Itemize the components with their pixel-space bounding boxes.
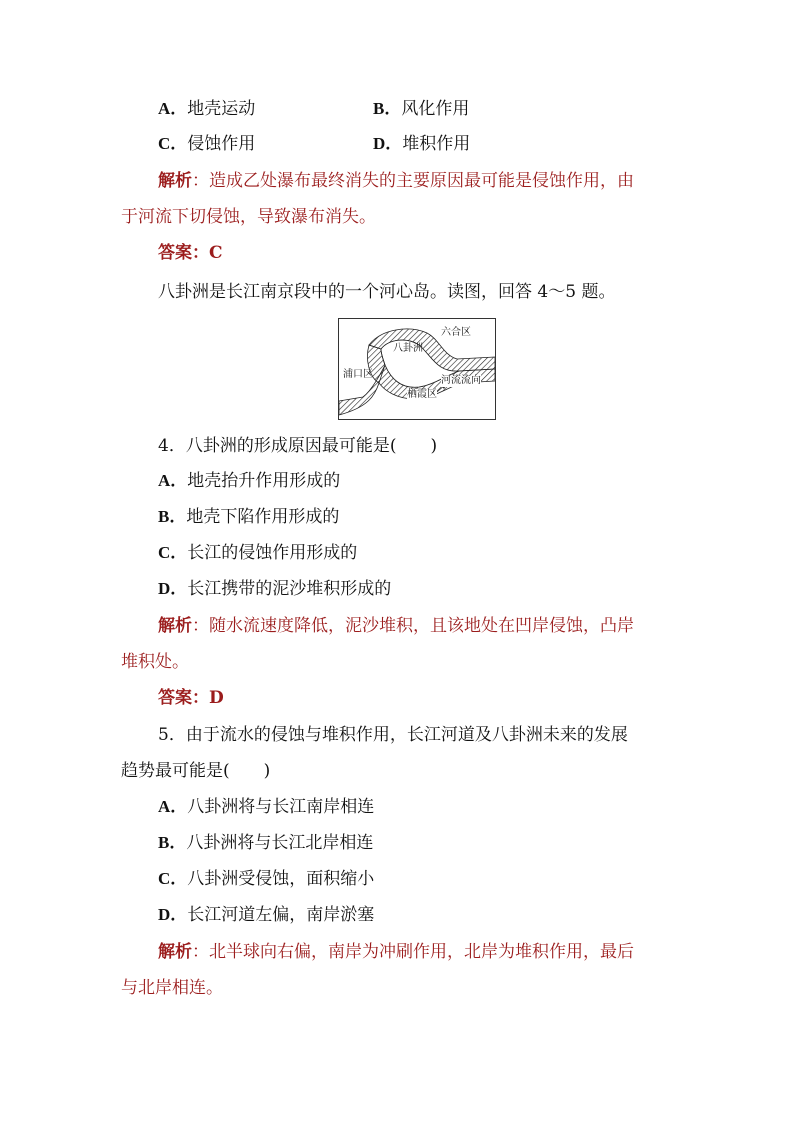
answer-label: 答案: [158, 243, 192, 263]
option-letter: A．: [158, 797, 188, 816]
baguazhou-map: [338, 318, 496, 420]
option-letter: C．: [158, 134, 188, 153]
option-text: 地壳下陷作用形成的: [186, 507, 340, 527]
map-label-flow: 河流流向: [441, 375, 481, 386]
q5-stem-line1: 5．由于流水的侵蚀与堆积作用，长江河道及八卦洲未来的发展: [158, 725, 628, 745]
q5-option-d: [158, 904, 374, 926]
q3-option-b: [373, 98, 469, 120]
intro-text: 八卦洲是长江南京段中的一个河心岛。读图，回答 4～5 题。: [158, 282, 616, 302]
option-text: 侵蚀作用: [187, 134, 256, 154]
analysis-text: 堆积处。: [121, 652, 189, 672]
map-label-pukou: 浦口区: [343, 369, 373, 380]
q5-analysis-line2: [121, 977, 223, 999]
option-text: 长江河道左偏，南岸淤塞: [187, 905, 375, 925]
q4-analysis-line1: [158, 615, 634, 637]
analysis-text: ：随水流速度降低，泥沙堆积，且该地处在凹岸侵蚀，凸岸: [192, 616, 634, 636]
option-letter: B．: [373, 99, 402, 118]
option-text: 八卦洲将与长江北岸相连: [186, 833, 374, 853]
option-letter: B．: [158, 833, 187, 852]
q3-option-c: [158, 133, 255, 155]
q5-option-a: [158, 796, 374, 818]
q4-option-c: [158, 542, 357, 564]
q3-option-a: [158, 98, 255, 120]
q5-stem-line2: 趋势最可能是( ): [121, 761, 271, 781]
option-text: 长江携带的泥沙堆积形成的: [187, 579, 392, 599]
option-letter: D．: [158, 579, 188, 598]
analysis-text: ：北半球向右偏，南岸为冲刷作用，北岸为堆积作用，最后: [192, 942, 634, 962]
map-label-qixia: 栖霞区: [407, 389, 437, 400]
analysis-label: 解析: [158, 616, 192, 636]
option-letter: D．: [373, 134, 403, 153]
q4-answer: [158, 687, 224, 709]
analysis-text: 与北岸相连。: [121, 978, 223, 998]
q5-option-b: [158, 832, 373, 854]
option-letter: C．: [158, 543, 188, 562]
q4-stem: 4．八卦洲的形成原因最可能是( ): [158, 436, 438, 456]
q3-answer: [158, 242, 223, 264]
map-label-liuhe: 六合区: [441, 327, 471, 338]
option-text: 地壳抬升作用形成的: [187, 471, 341, 491]
q3-analysis-line2: [121, 206, 376, 228]
option-text: 长江的侵蚀作用形成的: [187, 543, 358, 563]
analysis-label: 解析: [158, 942, 192, 962]
map-label-baguazhou: 八卦洲: [393, 343, 423, 354]
analysis-label: 解析: [158, 171, 192, 191]
q4-analysis-line2: [121, 651, 189, 673]
q3-analysis-line1: [158, 170, 634, 192]
answer-value: ：C: [192, 243, 223, 263]
option-letter: D．: [158, 905, 188, 924]
option-letter: A．: [158, 471, 188, 490]
q4-option-d: [158, 578, 391, 600]
option-text: 风化作用: [401, 99, 470, 119]
q5-analysis-line1: [158, 941, 634, 963]
answer-value: ：D: [192, 688, 224, 708]
option-letter: C．: [158, 869, 188, 888]
option-text: 八卦洲将与长江南岸相连: [187, 797, 375, 817]
option-letter: A．: [158, 99, 188, 118]
analysis-text: ：造成乙处瀑布最终消失的主要原因最可能是侵蚀作用，由: [192, 171, 634, 191]
q3-option-d: [373, 133, 470, 155]
q4-option-b: [158, 506, 339, 528]
option-text: 堆积作用: [402, 134, 471, 154]
option-letter: B．: [158, 507, 187, 526]
option-text: 八卦洲受侵蚀，面积缩小: [187, 869, 375, 889]
option-text: 地壳运动: [187, 99, 256, 119]
answer-label: 答案: [158, 688, 192, 708]
q4-option-a: [158, 470, 340, 492]
analysis-text: 于河流下切侵蚀，导致瀑布消失。: [121, 207, 376, 227]
q5-option-c: [158, 868, 374, 890]
